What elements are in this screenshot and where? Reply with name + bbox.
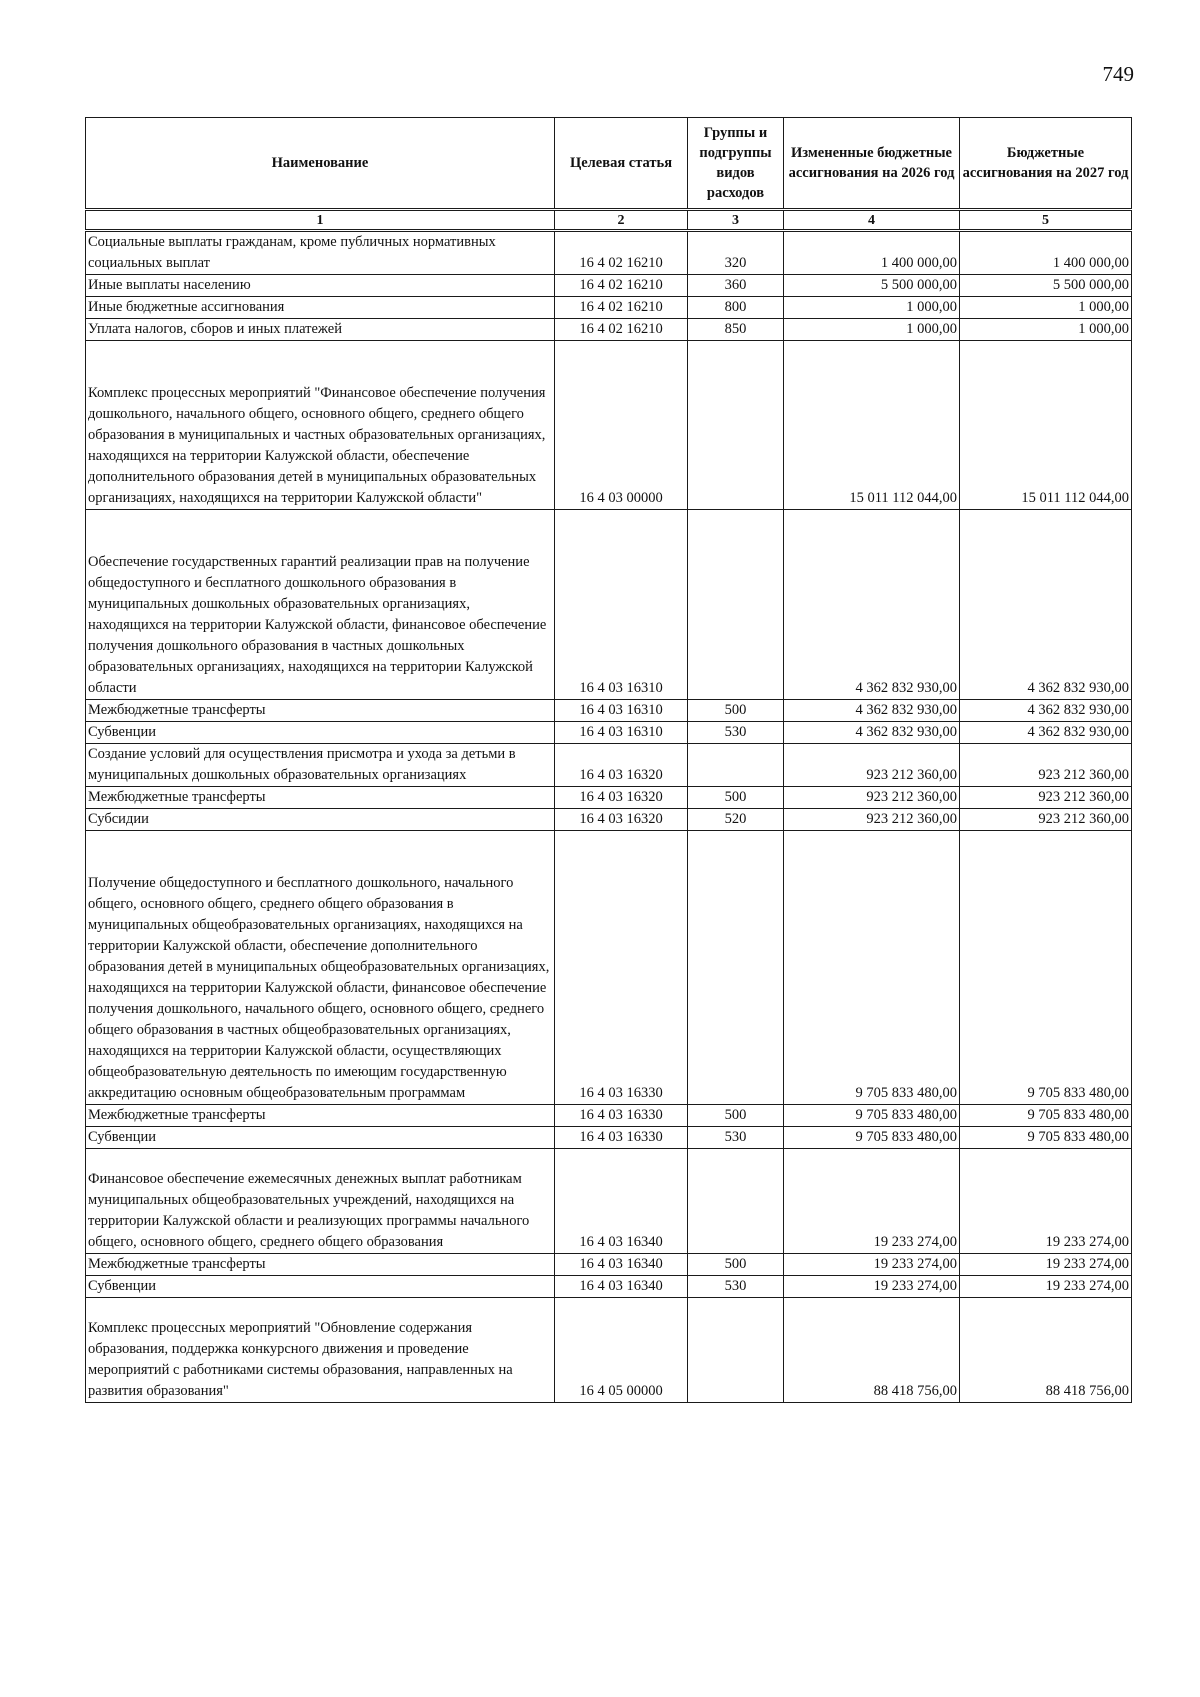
row-expense-group: 530 <box>688 1276 784 1298</box>
row-amount-2027: 9 705 833 480,00 <box>960 831 1132 1105</box>
row-amount-2027: 1 000,00 <box>960 297 1132 319</box>
header-allocations-2027: Бюджетные ассигнования на 2027 год <box>960 118 1132 210</box>
table-row <box>86 510 1132 700</box>
row-expense-group: 500 <box>688 1254 784 1276</box>
row-amount-2026: 4 362 832 930,00 <box>784 510 960 700</box>
table-row <box>86 275 1132 297</box>
row-name: Уплата налогов, сборов и иных платежей <box>86 319 555 341</box>
column-number: 4 <box>784 210 960 231</box>
row-amount-2026: 4 362 832 930,00 <box>784 700 960 722</box>
table-row <box>86 809 1132 831</box>
row-amount-2026: 9 705 833 480,00 <box>784 1105 960 1127</box>
row-target-article: 16 4 02 16210 <box>555 297 688 319</box>
row-expense-group <box>688 831 784 1105</box>
row-target-article: 16 4 03 16340 <box>555 1276 688 1298</box>
row-amount-2026: 923 212 360,00 <box>784 787 960 809</box>
header-allocations-2026: Измененные бюджетные ассигнования на 2026 год <box>784 118 960 210</box>
row-amount-2027: 4 362 832 930,00 <box>960 722 1132 744</box>
row-amount-2026: 88 418 756,00 <box>784 1298 960 1403</box>
row-name: Иные выплаты населению <box>86 275 555 297</box>
row-target-article: 16 4 03 16330 <box>555 831 688 1105</box>
row-target-article: 16 4 03 16340 <box>555 1149 688 1254</box>
column-number: 1 <box>86 210 555 231</box>
header-name: Наименование <box>86 118 555 210</box>
row-amount-2027: 5 500 000,00 <box>960 275 1132 297</box>
row-expense-group: 500 <box>688 1105 784 1127</box>
row-name: Субвенции <box>86 1127 555 1149</box>
row-amount-2027: 9 705 833 480,00 <box>960 1105 1132 1127</box>
table-row <box>86 1276 1132 1298</box>
row-target-article: 16 4 02 16210 <box>555 319 688 341</box>
row-target-article: 16 4 03 16320 <box>555 809 688 831</box>
table-row <box>86 341 1132 510</box>
row-expense-group: 520 <box>688 809 784 831</box>
row-name: Межбюджетные трансферты <box>86 1105 555 1127</box>
row-name: Субвенции <box>86 1276 555 1298</box>
budget-table <box>85 117 1132 1403</box>
row-amount-2027: 1 000,00 <box>960 319 1132 341</box>
table-row <box>86 787 1132 809</box>
row-amount-2027: 15 011 112 044,00 <box>960 341 1132 510</box>
row-name: Финансовое обеспечение ежемесячных денежных выплат работникам муниципальных общеобразовательных учреждений, находящихся на территории Калужской области и реализующих программы начального общего, основного общего, среднего общего образования <box>86 1149 555 1254</box>
column-number: 3 <box>688 210 784 231</box>
row-name: Субсидии <box>86 809 555 831</box>
row-target-article: 16 4 02 16210 <box>555 231 688 275</box>
table-row <box>86 1105 1132 1127</box>
row-expense-group <box>688 510 784 700</box>
row-amount-2027: 923 212 360,00 <box>960 809 1132 831</box>
header-target-article: Целевая статья <box>555 118 688 210</box>
table-row <box>86 831 1132 1105</box>
row-amount-2026: 1 000,00 <box>784 319 960 341</box>
table-row <box>86 722 1132 744</box>
row-amount-2026: 9 705 833 480,00 <box>784 831 960 1105</box>
row-name: Межбюджетные трансферты <box>86 787 555 809</box>
row-expense-group <box>688 744 784 787</box>
row-amount-2027: 19 233 274,00 <box>960 1254 1132 1276</box>
row-amount-2027: 923 212 360,00 <box>960 744 1132 787</box>
table-row <box>86 231 1132 275</box>
row-name: Получение общедоступного и бесплатного дошкольного, начального общего, основного общего, среднего общего образования в муниципальных общеобразовательных организациях, находящихся на территории Калужской области, обеспечение дополнительного образования детей в муниципальных общеобразовательных организациях, находящихся на территории Калужской области, финансовое обеспечение получения дошкольного, начального общего, основного общего, среднего общего образования в частных общеобразовательных организациях, находящихся на территории Калужской области, осуществляющих общеобразовательную деятельность по имеющим государственную аккредитацию основным общеобразовательным программам <box>86 831 555 1105</box>
row-expense-group <box>688 341 784 510</box>
row-expense-group <box>688 1298 784 1403</box>
column-number-row <box>86 210 1132 231</box>
row-target-article: 16 4 03 00000 <box>555 341 688 510</box>
row-amount-2027: 19 233 274,00 <box>960 1149 1132 1254</box>
row-amount-2027: 923 212 360,00 <box>960 787 1132 809</box>
table-row <box>86 1298 1132 1403</box>
row-expense-group: 500 <box>688 787 784 809</box>
row-amount-2026: 19 233 274,00 <box>784 1149 960 1254</box>
row-amount-2027: 1 400 000,00 <box>960 231 1132 275</box>
row-name: Межбюджетные трансферты <box>86 1254 555 1276</box>
row-name: Субвенции <box>86 722 555 744</box>
row-amount-2027: 4 362 832 930,00 <box>960 700 1132 722</box>
row-target-article: 16 4 05 00000 <box>555 1298 688 1403</box>
row-amount-2026: 923 212 360,00 <box>784 809 960 831</box>
table-row <box>86 700 1132 722</box>
column-number: 2 <box>555 210 688 231</box>
column-number: 5 <box>960 210 1132 231</box>
table-row <box>86 1127 1132 1149</box>
row-expense-group: 360 <box>688 275 784 297</box>
row-amount-2026: 1 400 000,00 <box>784 231 960 275</box>
row-name: Межбюджетные трансферты <box>86 700 555 722</box>
row-target-article: 16 4 03 16310 <box>555 722 688 744</box>
table-row <box>86 319 1132 341</box>
row-amount-2026: 923 212 360,00 <box>784 744 960 787</box>
row-target-article: 16 4 02 16210 <box>555 275 688 297</box>
row-target-article: 16 4 03 16310 <box>555 510 688 700</box>
table-row <box>86 297 1132 319</box>
table-header-row <box>86 118 1132 210</box>
row-amount-2027: 88 418 756,00 <box>960 1298 1132 1403</box>
row-target-article: 16 4 03 16330 <box>555 1105 688 1127</box>
row-target-article: 16 4 03 16330 <box>555 1127 688 1149</box>
row-expense-group: 320 <box>688 231 784 275</box>
row-name: Социальные выплаты гражданам, кроме публичных нормативных социальных выплат <box>86 231 555 275</box>
row-name: Комплекс процессных мероприятий "Обновление содержания образования, поддержка конкурсного движения и проведение мероприятий с работниками системы образования, направленных на развития образования" <box>86 1298 555 1403</box>
row-target-article: 16 4 03 16320 <box>555 787 688 809</box>
row-expense-group: 800 <box>688 297 784 319</box>
row-amount-2026: 1 000,00 <box>784 297 960 319</box>
row-expense-group <box>688 1149 784 1254</box>
row-amount-2026: 19 233 274,00 <box>784 1254 960 1276</box>
header-expense-groups: Группы и подгруппы видов расходов <box>688 118 784 210</box>
table-row <box>86 1149 1132 1254</box>
table-row <box>86 744 1132 787</box>
page-number: 749 <box>1102 62 1134 86</box>
row-name: Комплекс процессных мероприятий "Финансовое обеспечение получения дошкольного, начального общего, основного общего, среднего общего образования в муниципальных и частных образовательных организациях, находящихся на территории Калужской области, обеспечение дополнительного образования детей в муниципальных образовательных организациях, находящихся на территории Калужской области" <box>86 341 555 510</box>
row-amount-2026: 4 362 832 930,00 <box>784 722 960 744</box>
row-amount-2026: 9 705 833 480,00 <box>784 1127 960 1149</box>
table-row <box>86 1254 1132 1276</box>
row-amount-2027: 19 233 274,00 <box>960 1276 1132 1298</box>
row-target-article: 16 4 03 16320 <box>555 744 688 787</box>
row-expense-group: 530 <box>688 1127 784 1149</box>
row-expense-group: 530 <box>688 722 784 744</box>
row-expense-group: 850 <box>688 319 784 341</box>
row-amount-2026: 5 500 000,00 <box>784 275 960 297</box>
row-amount-2026: 19 233 274,00 <box>784 1276 960 1298</box>
row-amount-2026: 15 011 112 044,00 <box>784 341 960 510</box>
row-name: Создание условий для осуществления присмотра и ухода за детьми в муниципальных дошкольных образовательных организациях <box>86 744 555 787</box>
row-name: Обеспечение государственных гарантий реализации прав на получение общедоступного и бесплатного дошкольного образования в муниципальных дошкольных образовательных организациях, находящихся на территории Калужской области, финансовое обеспечение получения дошкольного образования в частных дошкольных образовательных организациях, находящихся на территории Калужской области <box>86 510 555 700</box>
row-expense-group: 500 <box>688 700 784 722</box>
row-amount-2027: 4 362 832 930,00 <box>960 510 1132 700</box>
row-amount-2027: 9 705 833 480,00 <box>960 1127 1132 1149</box>
row-target-article: 16 4 03 16340 <box>555 1254 688 1276</box>
row-target-article: 16 4 03 16310 <box>555 700 688 722</box>
row-name: Иные бюджетные ассигнования <box>86 297 555 319</box>
